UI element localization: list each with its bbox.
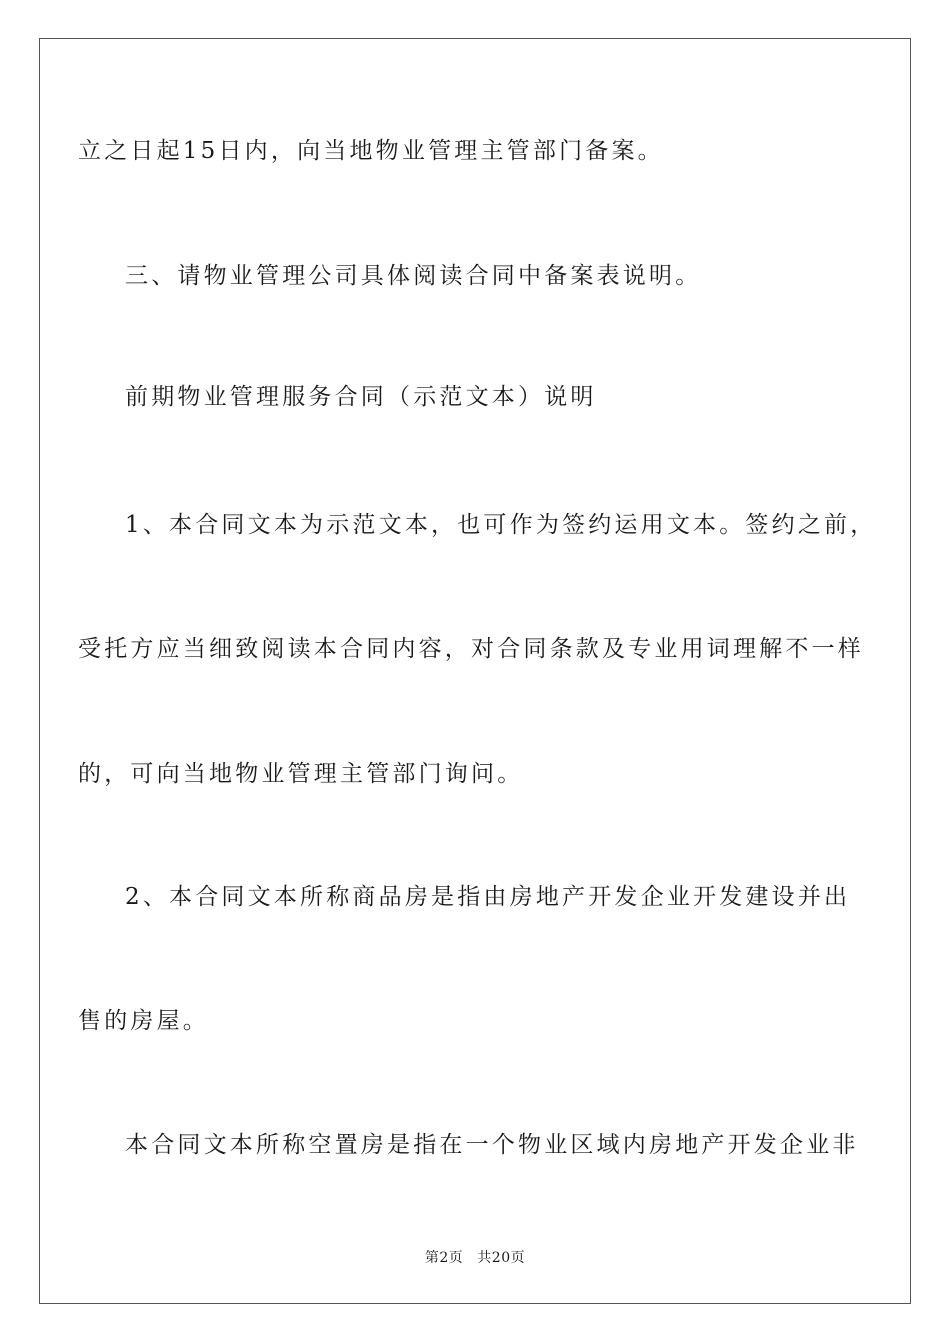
text-line-2: 三、请物业管理公司具体阅读合同中备案表说明。: [125, 263, 702, 289]
text-line-6: 的，可向当地物业管理主管部门询问。: [78, 761, 524, 787]
page-total: 共20页: [477, 1250, 526, 1266]
text-line-1: 立之日起15日内，向当地物业管理主管部门备案。: [78, 138, 664, 164]
text-line-3: 前期物业管理服务合同（示范文本）说明: [125, 384, 597, 410]
page-number: 第2页: [424, 1250, 464, 1266]
page-footer: [0, 1247, 950, 1267]
text-line-7: 2、本合同文本所称商品房是指由房地产开发企业开发建设并出: [125, 884, 851, 910]
text-line-4: 1、本合同文本为示范文本，也可作为签约运用文本。签约之前，: [125, 512, 877, 538]
text-line-9: 本合同文本所称空置房是指在一个物业区域内房地产开发企业非: [125, 1132, 859, 1158]
text-line-8: 售的房屋。: [78, 1008, 209, 1034]
page-border: [39, 38, 911, 1304]
text-line-5: 受托方应当细致阅读本合同内容，对合同条款及专业用词理解不一样: [78, 636, 864, 662]
